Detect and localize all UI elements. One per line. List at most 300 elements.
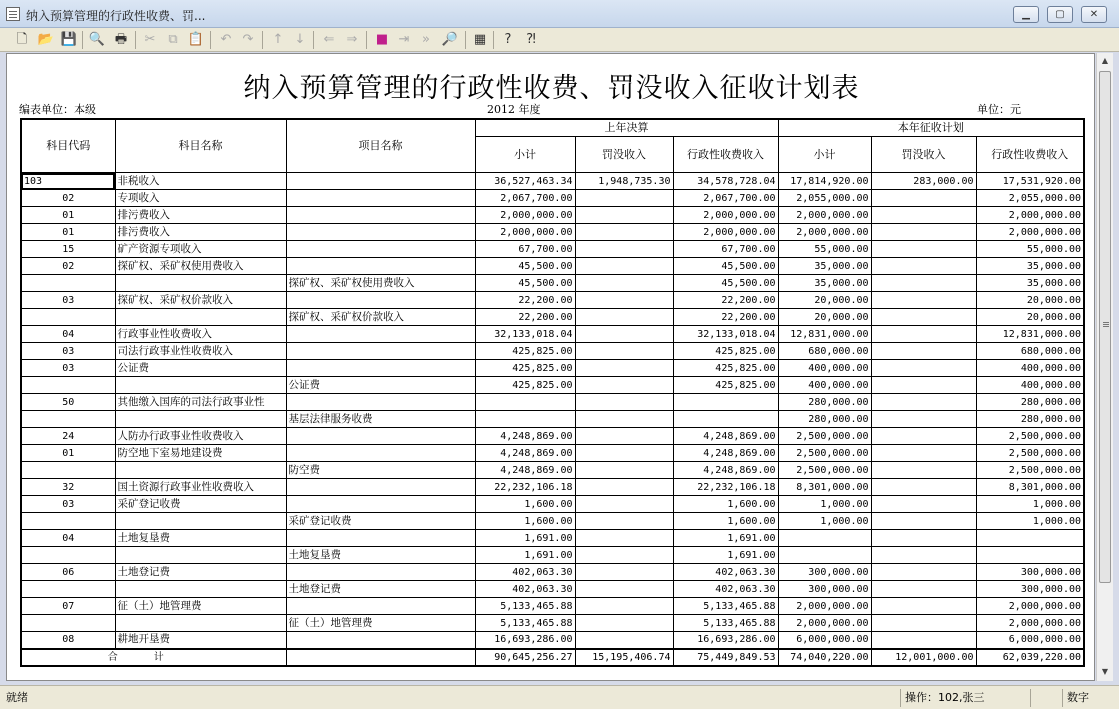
cell-prev-subtotal[interactable]: 67,700.00 bbox=[475, 241, 575, 258]
cell-prev-fine[interactable] bbox=[575, 496, 673, 513]
total-a[interactable]: 90,645,256.27 bbox=[475, 649, 575, 666]
save-icon[interactable]: 💾 bbox=[60, 32, 78, 47]
cell-prev-subtotal[interactable]: 2,000,000.00 bbox=[475, 224, 575, 241]
cell-curr-fine[interactable] bbox=[871, 292, 976, 309]
calculator-icon[interactable]: ▦ bbox=[473, 32, 487, 47]
cell-curr-admin[interactable]: 2,000,000.00 bbox=[976, 207, 1084, 224]
cell-prev-fine[interactable] bbox=[575, 275, 673, 292]
cell-curr-fine[interactable] bbox=[871, 615, 976, 632]
cell-prev-subtotal[interactable]: 425,825.00 bbox=[475, 343, 575, 360]
cell-code[interactable] bbox=[21, 411, 115, 428]
cell-curr-fine[interactable] bbox=[871, 309, 976, 326]
cell-prev-subtotal[interactable]: 36,527,463.34 bbox=[475, 173, 575, 190]
cell-curr-admin[interactable]: 6,000,000.00 bbox=[976, 632, 1084, 649]
header-prev-subtotal: 小计 bbox=[475, 137, 575, 173]
document-icon bbox=[6, 7, 20, 21]
cell-code[interactable] bbox=[21, 462, 115, 479]
cell-prev-fine[interactable] bbox=[575, 445, 673, 462]
cell-code[interactable]: 06 bbox=[21, 564, 115, 581]
cell-item[interactable]: 土地登记费 bbox=[286, 581, 475, 598]
cell-item[interactable] bbox=[286, 360, 475, 377]
cell-prev-fine[interactable] bbox=[575, 394, 673, 411]
table-row bbox=[21, 615, 1084, 632]
cell-curr-fine[interactable] bbox=[871, 581, 976, 598]
cell-curr-subtotal[interactable]: 35,000.00 bbox=[778, 258, 871, 275]
cell-curr-subtotal[interactable]: 20,000.00 bbox=[778, 309, 871, 326]
scroll-thumb[interactable] bbox=[1099, 71, 1111, 583]
cell-prev-subtotal[interactable]: 45,500.00 bbox=[475, 258, 575, 275]
cell-item[interactable] bbox=[286, 564, 475, 581]
cell-code[interactable]: 04 bbox=[21, 530, 115, 547]
cell-code[interactable]: 08 bbox=[21, 632, 115, 649]
cell-name[interactable]: 探矿权、采矿权价款收入 bbox=[115, 292, 286, 309]
arrow-right-icon[interactable]: ⇒ bbox=[346, 32, 358, 47]
cell-item[interactable] bbox=[286, 445, 475, 462]
new-file-icon[interactable]: 🗋 bbox=[16, 32, 28, 47]
cell-curr-subtotal[interactable]: 280,000.00 bbox=[778, 394, 871, 411]
cell-curr-fine[interactable] bbox=[871, 224, 976, 241]
cell-name[interactable]: 征（土）地管理费 bbox=[115, 598, 286, 615]
cell-prev-subtotal[interactable]: 4,248,869.00 bbox=[475, 428, 575, 445]
fast-forward-icon[interactable]: » bbox=[422, 32, 430, 47]
cell-code[interactable]: 01 bbox=[21, 207, 115, 224]
cell-curr-fine[interactable] bbox=[871, 241, 976, 258]
table-row bbox=[21, 241, 1084, 258]
cell-prev-admin[interactable]: 34,578,728.04 bbox=[673, 173, 778, 190]
cell-name[interactable]: 采矿登记收费 bbox=[115, 496, 286, 513]
cell-item[interactable] bbox=[286, 598, 475, 615]
report-year: 2012 年度 bbox=[487, 103, 541, 116]
cell-curr-admin[interactable]: 1,000.00 bbox=[976, 513, 1084, 530]
cell-curr-admin[interactable]: 12,831,000.00 bbox=[976, 326, 1084, 343]
cell-curr-subtotal[interactable]: 680,000.00 bbox=[778, 343, 871, 360]
cell-prev-admin[interactable] bbox=[673, 394, 778, 411]
cell-curr-admin[interactable]: 17,531,920.00 bbox=[976, 173, 1084, 190]
paste-icon[interactable]: 📋 bbox=[187, 32, 205, 47]
cell-curr-subtotal[interactable]: 2,000,000.00 bbox=[778, 207, 871, 224]
cell-prev-admin[interactable]: 1,691.00 bbox=[673, 547, 778, 564]
cell-curr-subtotal[interactable]: 2,000,000.00 bbox=[778, 224, 871, 241]
cell-curr-subtotal[interactable] bbox=[778, 547, 871, 564]
arrow-down-icon[interactable]: ↓ bbox=[294, 32, 306, 47]
cell-code[interactable]: 04 bbox=[21, 326, 115, 343]
cell-curr-admin[interactable]: 2,000,000.00 bbox=[976, 598, 1084, 615]
total-b[interactable]: 15,195,406.74 bbox=[575, 649, 673, 666]
cell-item[interactable]: 土地复垦费 bbox=[286, 547, 475, 564]
cell-curr-fine[interactable] bbox=[871, 190, 976, 207]
cell-curr-fine[interactable] bbox=[871, 428, 976, 445]
cell-curr-fine[interactable] bbox=[871, 411, 976, 428]
cell-prev-admin[interactable]: 1,600.00 bbox=[673, 496, 778, 513]
cell-curr-subtotal[interactable]: 400,000.00 bbox=[778, 360, 871, 377]
cell-name[interactable] bbox=[115, 615, 286, 632]
cell-prev-subtotal[interactable]: 22,200.00 bbox=[475, 292, 575, 309]
cell-code[interactable] bbox=[21, 377, 115, 394]
table-row bbox=[21, 173, 1084, 190]
cell-item[interactable]: 公证费 bbox=[286, 377, 475, 394]
undo-icon[interactable]: ↶ bbox=[220, 32, 232, 47]
table-row bbox=[21, 445, 1084, 462]
cell-prev-admin[interactable]: 425,825.00 bbox=[673, 360, 778, 377]
cell-curr-admin[interactable]: 2,500,000.00 bbox=[976, 462, 1084, 479]
arrow-up-icon[interactable]: ↑ bbox=[272, 32, 284, 47]
cell-code[interactable]: 02 bbox=[21, 190, 115, 207]
cell-curr-subtotal[interactable]: 2,055,000.00 bbox=[778, 190, 871, 207]
cell-curr-subtotal[interactable]: 400,000.00 bbox=[778, 377, 871, 394]
cell-prev-admin[interactable]: 22,232,106.18 bbox=[673, 479, 778, 496]
cell-prev-subtotal[interactable]: 425,825.00 bbox=[475, 377, 575, 394]
cell-curr-subtotal[interactable]: 280,000.00 bbox=[778, 411, 871, 428]
cell-prev-fine[interactable] bbox=[575, 428, 673, 445]
cell-curr-subtotal[interactable]: 35,000.00 bbox=[778, 275, 871, 292]
cell-code[interactable]: 103 bbox=[21, 173, 115, 190]
cell-code[interactable] bbox=[21, 309, 115, 326]
cell-prev-admin[interactable]: 4,248,869.00 bbox=[673, 445, 778, 462]
cell-code[interactable]: 03 bbox=[21, 496, 115, 513]
cell-name[interactable]: 人防办行政事业性收费收入 bbox=[115, 428, 286, 445]
cell-curr-fine[interactable] bbox=[871, 496, 976, 513]
cell-name[interactable]: 排污费收入 bbox=[115, 207, 286, 224]
cell-curr-fine[interactable] bbox=[871, 207, 976, 224]
table-row bbox=[21, 632, 1084, 649]
cell-prev-fine[interactable] bbox=[575, 360, 673, 377]
cell-name[interactable]: 行政事业性收费收入 bbox=[115, 326, 286, 343]
cell-curr-subtotal[interactable]: 2,000,000.00 bbox=[778, 598, 871, 615]
cell-prev-admin[interactable]: 45,500.00 bbox=[673, 275, 778, 292]
cell-name[interactable]: 排污费收入 bbox=[115, 224, 286, 241]
cell-code[interactable] bbox=[21, 615, 115, 632]
minimize-button[interactable]: ▁ bbox=[1013, 6, 1039, 23]
cell-curr-subtotal[interactable]: 17,814,920.00 bbox=[778, 173, 871, 190]
cell-curr-subtotal[interactable]: 2,500,000.00 bbox=[778, 445, 871, 462]
cell-item[interactable] bbox=[286, 207, 475, 224]
cell-prev-subtotal[interactable]: 22,232,106.18 bbox=[475, 479, 575, 496]
cell-curr-admin[interactable]: 400,000.00 bbox=[976, 360, 1084, 377]
cell-item[interactable] bbox=[286, 343, 475, 360]
cell-curr-fine[interactable] bbox=[871, 394, 976, 411]
cell-curr-fine[interactable] bbox=[871, 564, 976, 581]
cell-prev-fine[interactable] bbox=[575, 479, 673, 496]
cell-curr-fine[interactable] bbox=[871, 360, 976, 377]
cell-name[interactable] bbox=[115, 411, 286, 428]
cell-item[interactable]: 采矿登记收费 bbox=[286, 513, 475, 530]
cell-curr-admin[interactable]: 2,000,000.00 bbox=[976, 615, 1084, 632]
cell-prev-subtotal[interactable]: 1,600.00 bbox=[475, 513, 575, 530]
cell-prev-fine[interactable] bbox=[575, 581, 673, 598]
cell-prev-admin[interactable] bbox=[673, 411, 778, 428]
cell-name[interactable] bbox=[115, 275, 286, 292]
cell-curr-subtotal[interactable]: 20,000.00 bbox=[778, 292, 871, 309]
cell-prev-subtotal[interactable]: 2,067,700.00 bbox=[475, 190, 575, 207]
cell-curr-admin[interactable] bbox=[976, 530, 1084, 547]
cell-prev-fine[interactable] bbox=[575, 292, 673, 309]
print-preview-icon[interactable]: 🔍 bbox=[88, 32, 106, 47]
cell-prev-admin[interactable]: 22,200.00 bbox=[673, 292, 778, 309]
total-c[interactable]: 75,449,849.53 bbox=[673, 649, 778, 666]
cell-prev-fine[interactable] bbox=[575, 632, 673, 649]
cell-curr-subtotal[interactable]: 300,000.00 bbox=[778, 581, 871, 598]
cell-item[interactable]: 基层法律服务收费 bbox=[286, 411, 475, 428]
total-e[interactable]: 12,001,000.00 bbox=[871, 649, 976, 666]
cell-curr-admin[interactable]: 55,000.00 bbox=[976, 241, 1084, 258]
cell-prev-subtotal[interactable]: 5,133,465.88 bbox=[475, 598, 575, 615]
cell-curr-admin[interactable]: 35,000.00 bbox=[976, 258, 1084, 275]
arrow-left-icon[interactable]: ⇐ bbox=[323, 32, 335, 47]
cell-curr-admin[interactable]: 1,000.00 bbox=[976, 496, 1084, 513]
cell-name[interactable]: 国土资源行政事业性收费收入 bbox=[115, 479, 286, 496]
cell-name[interactable] bbox=[115, 547, 286, 564]
cell-prev-admin[interactable]: 5,133,465.88 bbox=[673, 615, 778, 632]
cell-name[interactable]: 专项收入 bbox=[115, 190, 286, 207]
cell-code[interactable]: 03 bbox=[21, 360, 115, 377]
cell-item[interactable] bbox=[286, 326, 475, 343]
cell-name[interactable]: 公证费 bbox=[115, 360, 286, 377]
copy-icon[interactable]: ⧉ bbox=[168, 32, 178, 47]
cell-code[interactable]: 32 bbox=[21, 479, 115, 496]
cell-prev-admin[interactable]: 402,063.30 bbox=[673, 581, 778, 598]
cell-prev-admin[interactable]: 425,825.00 bbox=[673, 377, 778, 394]
cell-curr-fine[interactable] bbox=[871, 598, 976, 615]
cell-prev-subtotal[interactable] bbox=[475, 411, 575, 428]
cell-prev-fine[interactable] bbox=[575, 615, 673, 632]
open-folder-icon[interactable]: 📂 bbox=[37, 32, 55, 47]
cell-curr-admin[interactable]: 2,055,000.00 bbox=[976, 190, 1084, 207]
cell-code[interactable]: 01 bbox=[21, 224, 115, 241]
cell-prev-fine[interactable] bbox=[575, 598, 673, 615]
cell-prev-subtotal[interactable] bbox=[475, 394, 575, 411]
scroll-up-icon[interactable]: ▲ bbox=[1101, 56, 1109, 65]
cell-item[interactable]: 征（土）地管理费 bbox=[286, 615, 475, 632]
cell-curr-admin[interactable]: 35,000.00 bbox=[976, 275, 1084, 292]
cell-item[interactable] bbox=[286, 479, 475, 496]
cell-curr-admin[interactable]: 300,000.00 bbox=[976, 581, 1084, 598]
table-row bbox=[21, 564, 1084, 581]
cell-name[interactable]: 土地复垦费 bbox=[115, 530, 286, 547]
cell-code[interactable] bbox=[21, 513, 115, 530]
cell-curr-subtotal[interactable]: 1,000.00 bbox=[778, 496, 871, 513]
cell-curr-fine[interactable] bbox=[871, 275, 976, 292]
income-plan-table bbox=[20, 118, 1085, 667]
cell-curr-admin[interactable]: 400,000.00 bbox=[976, 377, 1084, 394]
cell-prev-fine[interactable] bbox=[575, 564, 673, 581]
cell-name[interactable]: 防空地下室易地建设费 bbox=[115, 445, 286, 462]
cell-prev-subtotal[interactable]: 32,133,018.04 bbox=[475, 326, 575, 343]
cell-curr-fine[interactable] bbox=[871, 343, 976, 360]
cell-curr-subtotal[interactable]: 6,000,000.00 bbox=[778, 632, 871, 649]
cell-item[interactable] bbox=[286, 241, 475, 258]
cell-prev-subtotal[interactable]: 425,825.00 bbox=[475, 360, 575, 377]
cell-name[interactable]: 其他缴入国库的司法行政事业性 bbox=[115, 394, 286, 411]
cell-prev-subtotal[interactable]: 16,693,286.00 bbox=[475, 632, 575, 649]
find-replace-icon[interactable]: 🔎 bbox=[441, 32, 459, 47]
cell-name[interactable] bbox=[115, 309, 286, 326]
cell-item[interactable] bbox=[286, 173, 475, 190]
cell-prev-fine[interactable] bbox=[575, 462, 673, 479]
table-row bbox=[21, 428, 1084, 445]
cell-curr-admin[interactable]: 20,000.00 bbox=[976, 309, 1084, 326]
total-f[interactable]: 62,039,220.00 bbox=[976, 649, 1084, 666]
cell-prev-admin[interactable]: 2,000,000.00 bbox=[673, 207, 778, 224]
cell-prev-fine[interactable] bbox=[575, 258, 673, 275]
cell-prev-subtotal[interactable]: 1,691.00 bbox=[475, 547, 575, 564]
cell-name[interactable] bbox=[115, 513, 286, 530]
cell-curr-fine[interactable] bbox=[871, 326, 976, 343]
cell-prev-fine[interactable] bbox=[575, 377, 673, 394]
cell-curr-admin[interactable]: 2,000,000.00 bbox=[976, 224, 1084, 241]
help-icon[interactable]: ? bbox=[504, 32, 512, 47]
cell-code[interactable]: 07 bbox=[21, 598, 115, 615]
cell-item[interactable] bbox=[286, 632, 475, 649]
cell-prev-fine[interactable] bbox=[575, 547, 673, 564]
context-help-icon[interactable]: ⁈ bbox=[526, 32, 536, 47]
table-row bbox=[21, 207, 1084, 224]
cell-prev-subtotal[interactable]: 1,600.00 bbox=[475, 496, 575, 513]
cell-code[interactable]: 03 bbox=[21, 292, 115, 309]
cell-prev-fine[interactable] bbox=[575, 530, 673, 547]
cell-prev-admin[interactable]: 45,500.00 bbox=[673, 258, 778, 275]
cell-curr-fine[interactable] bbox=[871, 462, 976, 479]
total-d[interactable]: 74,040,220.00 bbox=[778, 649, 871, 666]
close-button[interactable]: ✕ bbox=[1081, 6, 1107, 23]
cell-prev-fine[interactable] bbox=[575, 207, 673, 224]
cell-prev-admin[interactable]: 22,200.00 bbox=[673, 309, 778, 326]
cell-code[interactable] bbox=[21, 275, 115, 292]
cell-name[interactable]: 耕地开垦费 bbox=[115, 632, 286, 649]
print-icon[interactable]: 🖶 bbox=[114, 32, 128, 47]
cell-name[interactable] bbox=[115, 377, 286, 394]
vertical-scrollbar[interactable] bbox=[1096, 53, 1113, 681]
step-forward-icon[interactable]: ⇥ bbox=[398, 32, 410, 47]
cell-curr-subtotal[interactable]: 2,500,000.00 bbox=[778, 428, 871, 445]
cell-code[interactable]: 01 bbox=[21, 445, 115, 462]
cell-prev-admin[interactable]: 2,000,000.00 bbox=[673, 224, 778, 241]
cell-prev-subtotal[interactable]: 22,200.00 bbox=[475, 309, 575, 326]
cell-prev-fine[interactable]: 1,948,735.30 bbox=[575, 173, 673, 190]
cell-prev-admin[interactable]: 4,248,869.00 bbox=[673, 462, 778, 479]
redo-icon[interactable]: ↷ bbox=[242, 32, 254, 47]
cell-prev-subtotal[interactable]: 402,063.30 bbox=[475, 581, 575, 598]
cell-curr-admin[interactable]: 8,301,000.00 bbox=[976, 479, 1084, 496]
cell-prev-admin[interactable]: 16,693,286.00 bbox=[673, 632, 778, 649]
cell-curr-subtotal[interactable]: 2,500,000.00 bbox=[778, 462, 871, 479]
scroll-down-icon[interactable]: ▼ bbox=[1101, 667, 1109, 676]
cell-curr-fine[interactable] bbox=[871, 377, 976, 394]
cell-prev-subtotal[interactable]: 45,500.00 bbox=[475, 275, 575, 292]
cell-curr-subtotal[interactable]: 8,301,000.00 bbox=[778, 479, 871, 496]
cell-name[interactable] bbox=[115, 462, 286, 479]
cell-code[interactable]: 15 bbox=[21, 241, 115, 258]
cell-prev-fine[interactable] bbox=[575, 190, 673, 207]
cell-item[interactable] bbox=[286, 292, 475, 309]
cell-prev-subtotal[interactable]: 5,133,465.88 bbox=[475, 615, 575, 632]
cell-curr-fine[interactable] bbox=[871, 445, 976, 462]
cell-curr-admin[interactable]: 680,000.00 bbox=[976, 343, 1084, 360]
cell-prev-fine[interactable] bbox=[575, 513, 673, 530]
cell-item[interactable] bbox=[286, 394, 475, 411]
cell-name[interactable]: 矿产资源专项收入 bbox=[115, 241, 286, 258]
cell-code[interactable]: 50 bbox=[21, 394, 115, 411]
cell-curr-admin[interactable]: 2,500,000.00 bbox=[976, 445, 1084, 462]
cell-name[interactable]: 非税收入 bbox=[115, 173, 286, 190]
cell-curr-admin[interactable]: 300,000.00 bbox=[976, 564, 1084, 581]
cell-curr-fine[interactable] bbox=[871, 479, 976, 496]
cut-icon[interactable]: ✂ bbox=[144, 32, 156, 47]
table-row bbox=[21, 292, 1084, 309]
cell-prev-admin[interactable]: 2,067,700.00 bbox=[673, 190, 778, 207]
cell-prev-fine[interactable] bbox=[575, 326, 673, 343]
cell-prev-subtotal[interactable]: 2,000,000.00 bbox=[475, 207, 575, 224]
table-row bbox=[21, 360, 1084, 377]
cell-prev-fine[interactable] bbox=[575, 343, 673, 360]
cell-name[interactable]: 司法行政事业性收费收入 bbox=[115, 343, 286, 360]
cell-prev-subtotal[interactable]: 4,248,869.00 bbox=[475, 462, 575, 479]
cell-curr-subtotal[interactable]: 12,831,000.00 bbox=[778, 326, 871, 343]
cell-prev-subtotal[interactable]: 402,063.30 bbox=[475, 564, 575, 581]
cell-item[interactable] bbox=[286, 190, 475, 207]
cell-code[interactable]: 02 bbox=[21, 258, 115, 275]
cell-prev-fine[interactable] bbox=[575, 411, 673, 428]
cell-curr-subtotal[interactable]: 2,000,000.00 bbox=[778, 615, 871, 632]
cell-name[interactable] bbox=[115, 581, 286, 598]
cell-item[interactable] bbox=[286, 224, 475, 241]
cell-prev-fine[interactable] bbox=[575, 309, 673, 326]
cell-code[interactable]: 03 bbox=[21, 343, 115, 360]
cell-prev-subtotal[interactable]: 1,691.00 bbox=[475, 530, 575, 547]
cell-code[interactable]: 24 bbox=[21, 428, 115, 445]
cell-curr-fine[interactable] bbox=[871, 632, 976, 649]
cell-prev-fine[interactable] bbox=[575, 241, 673, 258]
cell-prev-admin[interactable]: 4,248,869.00 bbox=[673, 428, 778, 445]
cell-code[interactable] bbox=[21, 581, 115, 598]
cell-item[interactable] bbox=[286, 428, 475, 445]
cell-code[interactable] bbox=[21, 547, 115, 564]
cell-curr-admin[interactable]: 280,000.00 bbox=[976, 394, 1084, 411]
cell-prev-admin[interactable]: 1,691.00 bbox=[673, 530, 778, 547]
record-icon[interactable]: ■ bbox=[375, 32, 389, 47]
cell-curr-subtotal[interactable]: 300,000.00 bbox=[778, 564, 871, 581]
cell-name[interactable]: 土地登记费 bbox=[115, 564, 286, 581]
cell-curr-subtotal[interactable]: 1,000.00 bbox=[778, 513, 871, 530]
cell-curr-admin[interactable]: 2,500,000.00 bbox=[976, 428, 1084, 445]
cell-prev-admin[interactable]: 32,133,018.04 bbox=[673, 326, 778, 343]
cell-item[interactable]: 探矿权、采矿权使用费收入 bbox=[286, 275, 475, 292]
cell-curr-subtotal[interactable] bbox=[778, 530, 871, 547]
cell-prev-admin[interactable]: 5,133,465.88 bbox=[673, 598, 778, 615]
cell-curr-fine[interactable] bbox=[871, 258, 976, 275]
cell-name[interactable]: 探矿权、采矿权使用费收入 bbox=[115, 258, 286, 275]
cell-prev-subtotal[interactable]: 4,248,869.00 bbox=[475, 445, 575, 462]
cell-prev-admin[interactable]: 1,600.00 bbox=[673, 513, 778, 530]
cell-prev-fine[interactable] bbox=[575, 224, 673, 241]
cell-curr-fine[interactable]: 283,000.00 bbox=[871, 173, 976, 190]
cell-item[interactable]: 探矿权、采矿权价款收入 bbox=[286, 309, 475, 326]
cell-item[interactable] bbox=[286, 258, 475, 275]
cell-curr-fine[interactable] bbox=[871, 530, 976, 547]
cell-prev-admin[interactable]: 425,825.00 bbox=[673, 343, 778, 360]
cell-prev-admin[interactable]: 67,700.00 bbox=[673, 241, 778, 258]
cell-curr-admin[interactable]: 20,000.00 bbox=[976, 292, 1084, 309]
cell-curr-subtotal[interactable]: 55,000.00 bbox=[778, 241, 871, 258]
cell-curr-fine[interactable] bbox=[871, 513, 976, 530]
maximize-button[interactable]: ▢ bbox=[1047, 6, 1073, 23]
cell-item[interactable] bbox=[286, 530, 475, 547]
cell-item[interactable] bbox=[286, 496, 475, 513]
cell-curr-fine[interactable] bbox=[871, 547, 976, 564]
cell-curr-admin[interactable] bbox=[976, 547, 1084, 564]
cell-curr-admin[interactable]: 280,000.00 bbox=[976, 411, 1084, 428]
cell-prev-admin[interactable]: 402,063.30 bbox=[673, 564, 778, 581]
cell-item[interactable]: 防空费 bbox=[286, 462, 475, 479]
